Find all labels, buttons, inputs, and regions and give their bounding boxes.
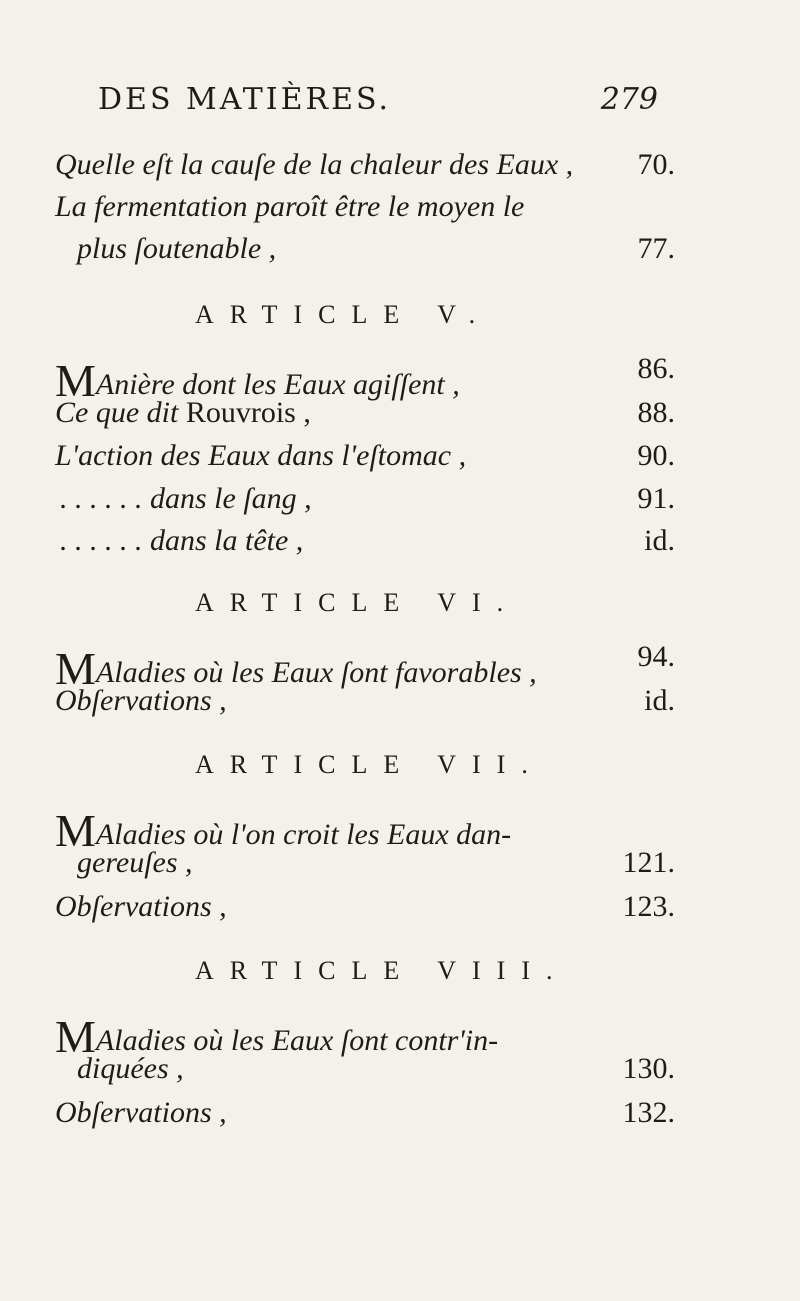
drop-cap: M: [55, 1011, 96, 1062]
article-heading: ARTICLE V.: [195, 300, 492, 329]
entry-page: 132.: [622, 1096, 675, 1129]
entry-text: Aladies où les Eaux ſont favorables ,: [95, 656, 537, 689]
entry-page: 94.: [637, 640, 675, 673]
entry-text: Obſervations ,: [55, 684, 227, 717]
drop-cap: M: [55, 805, 96, 856]
entry-text: La fermentation paroît être le moyen le: [55, 190, 525, 223]
toc-entry: [55, 640, 675, 694]
entry-text: dans le ſang ,: [142, 482, 312, 515]
toc-entry: [55, 846, 675, 886]
entry-text: Obſervations ,: [55, 1096, 227, 1129]
toc-entry: [55, 439, 675, 479]
entry-page: 86.: [637, 352, 675, 385]
entry-text: Anière dont les Eaux agiſſent ,: [95, 368, 460, 401]
toc-entry: [55, 684, 675, 724]
toc-entry: [55, 190, 675, 230]
page-number: 279: [600, 82, 658, 117]
toc-entry: [55, 396, 675, 436]
entry-text: plus ſoutenable ,: [77, 232, 277, 265]
toc-entry: [55, 1096, 675, 1136]
entry-page: 91.: [637, 482, 675, 515]
entry-text: Ce que dit: [55, 396, 179, 429]
entry-text: Quelle eſt la cauſe de la chaleur des Eaux ,: [55, 148, 574, 181]
toc-entry: [55, 482, 675, 522]
toc-entry: [55, 148, 675, 188]
entry-page: 77.: [637, 232, 675, 265]
entry-text: dans la tête ,: [142, 524, 304, 557]
toc-entry: [55, 1008, 675, 1062]
ditto-dots: . . . . . .: [60, 524, 143, 557]
entry-page: 90.: [637, 439, 675, 472]
entry-text: Aladies où l'on croit les Eaux dan-: [95, 818, 512, 851]
entry-page: 123.: [622, 890, 675, 923]
ditto-dots: . . . . . .: [60, 482, 143, 515]
entry-text: Aladies où les Eaux ſont contr'in-: [95, 1024, 499, 1057]
entry-text: gereuſes ,: [77, 846, 193, 879]
toc-entry: [55, 352, 675, 406]
toc-entry: [55, 232, 675, 272]
drop-cap: M: [55, 355, 96, 406]
entry-page: 130.: [622, 1052, 675, 1085]
article-heading: ARTICLE VII.: [195, 750, 544, 779]
toc-entry: [55, 1052, 675, 1092]
toc-entry: [55, 802, 675, 856]
entry-page: id.: [644, 684, 675, 717]
entry-page: 70.: [637, 148, 675, 181]
article-heading: ARTICLE VIII.: [195, 956, 569, 985]
entry-page: id.: [644, 524, 675, 557]
entry-page: 121.: [622, 846, 675, 879]
entry-page: 88.: [637, 396, 675, 429]
drop-cap: M: [55, 643, 96, 694]
entry-text: L'action des Eaux dans l'eſtomac ,: [55, 439, 467, 472]
article-heading: ARTICLE VI.: [195, 588, 520, 617]
entry-text: diquées ,: [77, 1052, 184, 1085]
entry-name: Rouvrois ,: [178, 396, 311, 429]
toc-entry: [55, 890, 675, 930]
header-title: DES MATIÈRES.: [98, 82, 392, 117]
entry-text: Obſervations ,: [55, 890, 227, 923]
toc-entry: [55, 524, 675, 564]
